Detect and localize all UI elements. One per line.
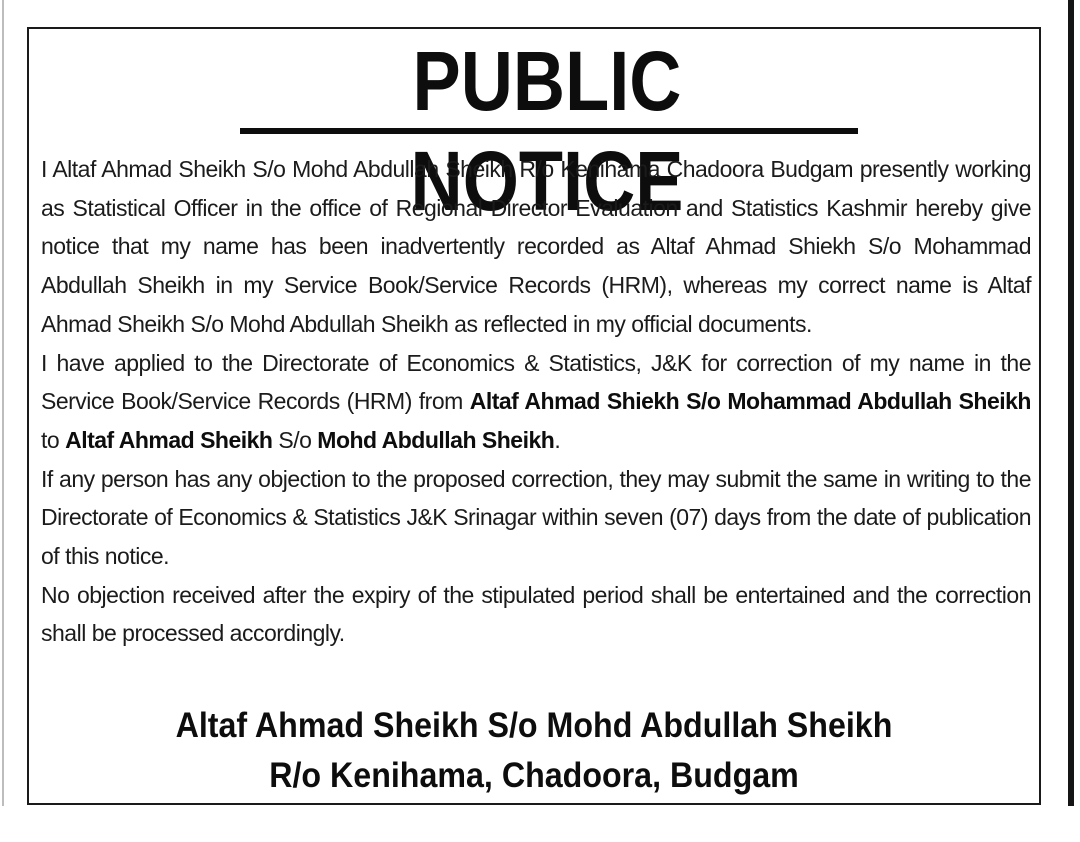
- son-of-text: S/o: [272, 426, 318, 453]
- signature-address: R/o Kenihama, Chadoora, Budgam: [269, 756, 799, 795]
- signature-block: [29, 701, 1039, 801]
- paragraph-declaration: I Altaf Ahmad Sheikh S/o Mohd Abdullah Sheikh R/o Kenihama Chadoora Budgam presently working as Statistical Officer in the office of Regional Director Evaluation and Statistics Kashmir hereby give notice that my name has been inadvertently recorded as Altaf Ahmad Shiekh S/o Mohammad Abdullah Sheikh in my Service Book/Service Records (HRM), whereas my correct name is Altaf Ahmad Sheikh S/o Mohd Abdullah Sheikh as reflected in my official documents.: [41, 156, 1031, 337]
- right-column-rule: [1068, 0, 1074, 806]
- title-underline: [240, 128, 858, 134]
- paragraph-objection: If any person has any objection to the proposed correction, they may submit the same in writing to the Directorate of Economics & Statistics J&K Srinagar within seven (07) days from the date of publication of this notice.: [41, 465, 1031, 570]
- notice-title: PUBLIC NOTICE: [410, 34, 684, 228]
- application-lead-text: I have applied to the Directorate of Economics & Statistics, J&K for correction of my name in the Service Book/Service Records (HRM) from: [41, 349, 1031, 415]
- to-text: to: [41, 426, 66, 453]
- notice-body: [41, 150, 1031, 653]
- left-column-rule: [2, 0, 4, 806]
- correct-name: Altaf Ahmad Sheikh: [65, 426, 273, 453]
- incorrect-name: Altaf Ahmad Shiekh S/o Mohammad Abdullah Sheikh: [469, 388, 1031, 415]
- notice-box: [27, 27, 1041, 805]
- paragraph-closing: No objection received after the expiry of the stipulated period shall be entertained and the correction shall be processed accordingly.: [41, 581, 1031, 647]
- father-name: Mohd Abdullah Sheikh: [317, 426, 555, 453]
- signature-name: Altaf Ahmad Sheikh S/o Mohd Abdullah Sheikh: [175, 706, 893, 745]
- application-end-text: .: [554, 426, 561, 453]
- paragraph-application: [41, 344, 1031, 460]
